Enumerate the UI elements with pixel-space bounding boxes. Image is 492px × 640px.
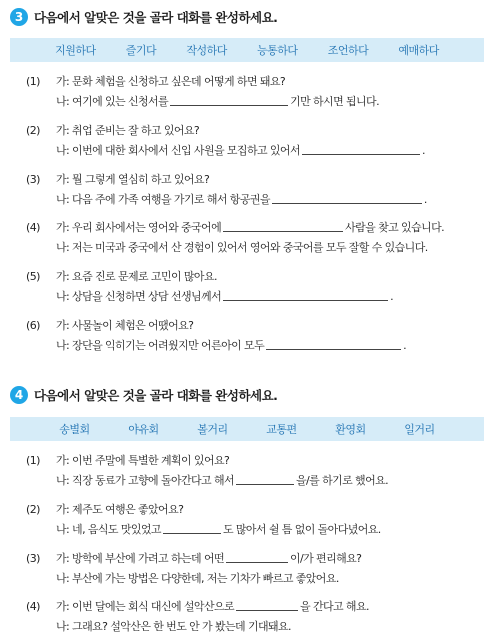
question-number: (6) — [26, 319, 40, 332]
dialogue-text: 기만 하시면 됩니다. — [290, 95, 379, 108]
question-4-3 — [26, 549, 486, 589]
answer-blank[interactable] — [170, 92, 288, 106]
dialogue-text: . — [421, 144, 425, 157]
question-3-2 — [26, 121, 486, 161]
question-number: (3) — [26, 552, 40, 565]
answer-blank[interactable] — [266, 336, 401, 350]
dialogue-text: 도 많아서 쉴 틈 없이 돌아다녔어요. — [222, 523, 381, 536]
dialogue-text: 을 간다고 해요. — [300, 600, 369, 613]
question-number: (4) — [26, 221, 40, 234]
question-3-5 — [26, 267, 486, 307]
question-3-3 — [26, 170, 486, 210]
speaker-b: 나: — [56, 339, 70, 352]
dialogue-text: 사물놀이 체험은 어땠어요? — [72, 319, 194, 332]
question-3-6 — [26, 316, 486, 356]
speaker-a: 가: — [56, 552, 70, 565]
question-number: (1) — [26, 75, 40, 88]
dialogue-text: 직장 동료가 고향에 돌아간다고 해서 — [72, 474, 235, 487]
answer-blank[interactable] — [226, 549, 288, 563]
section-3-header — [10, 8, 277, 26]
question-4-4 — [26, 597, 486, 637]
speaker-b: 나: — [56, 290, 70, 303]
speaker-a: 가: — [56, 124, 70, 137]
speaker-b: 나: — [56, 523, 70, 536]
answer-blank[interactable] — [236, 471, 294, 485]
dialogue-text: 제주도 여행은 좋았어요? — [72, 503, 184, 516]
answer-blank[interactable] — [272, 190, 422, 204]
question-number: (3) — [26, 173, 40, 186]
speaker-a: 가: — [56, 75, 70, 88]
word-option: 환영회 — [335, 423, 366, 436]
question-4-2 — [26, 500, 486, 540]
speaker-b: 나: — [56, 572, 70, 585]
question-number: (4) — [26, 600, 40, 613]
dialogue-text: 취업 준비는 잘 하고 있어요? — [72, 124, 200, 137]
answer-blank[interactable] — [302, 141, 420, 155]
dialogue-text: 이번 달에는 회식 대신에 설악산으로 — [72, 600, 235, 613]
dialogue-text: 우리 회사에서는 영어와 중국어에 — [72, 221, 222, 234]
word-option: 송별회 — [59, 423, 90, 436]
word-option: 교통편 — [266, 423, 297, 436]
section-3-title: 다음에서 알맞은 것을 골라 대화를 완성하세요. — [34, 10, 278, 25]
dialogue-text: 방학에 부산에 가려고 하는데 어떤 — [72, 552, 224, 565]
dialogue-text: 저는 미국과 중국에서 산 경험이 있어서 영어와 중국어를 모두 잘할 수 있습니다. — [72, 241, 428, 254]
dialogue-text: 그래요? 설악산은 한 번도 안 가 봤는데 기대돼요. — [72, 620, 291, 633]
dialogue-text: 다음 주에 가족 여행을 가기로 해서 항공권을 — [72, 193, 270, 206]
section-3-number-badge: 3 — [10, 8, 28, 26]
dialogue-text: 사람을 찾고 있습니다. — [345, 221, 445, 234]
dialogue-text: 문화 체험을 신청하고 싶은데 어떻게 하면 돼요? — [72, 75, 286, 88]
word-option: 지원하다 — [55, 44, 96, 57]
dialogue-text: 여기에 있는 신청서를 — [72, 95, 169, 108]
word-option: 즐기다 — [125, 44, 157, 57]
dialogue-text: . — [390, 290, 394, 303]
answer-blank[interactable] — [223, 287, 388, 301]
speaker-a: 가: — [56, 600, 70, 613]
speaker-b: 나: — [56, 474, 70, 487]
question-4-1 — [26, 451, 486, 491]
word-option: 능통하다 — [257, 44, 298, 57]
answer-blank[interactable] — [163, 520, 221, 534]
dialogue-text: . — [423, 193, 427, 206]
word-option: 야유회 — [128, 423, 159, 436]
answer-blank[interactable] — [236, 597, 298, 611]
question-number: (2) — [26, 124, 40, 137]
section-4-word-box — [10, 417, 484, 441]
dialogue-text: 이/가 편리해요? — [290, 552, 362, 565]
question-3-4 — [26, 218, 486, 258]
speaker-a: 가: — [56, 270, 70, 283]
word-option: 조언하다 — [327, 44, 369, 57]
dialogue-text: . — [403, 339, 407, 352]
section-3-word-box — [10, 38, 484, 62]
speaker-b: 나: — [56, 620, 70, 633]
question-3-1 — [26, 72, 486, 112]
speaker-a: 가: — [56, 503, 70, 516]
dialogue-text: 네, 음식도 맛있었고 — [72, 523, 161, 536]
section-4-title: 다음에서 알맞은 것을 골라 대화를 완성하세요. — [34, 388, 278, 403]
word-option: 작성하다 — [186, 44, 227, 57]
dialogue-text: 이번에 대한 회사에서 신입 사원을 모집하고 있어서 — [72, 144, 300, 157]
question-number: (5) — [26, 270, 40, 283]
speaker-b: 나: — [56, 193, 70, 206]
speaker-a: 가: — [56, 319, 70, 332]
answer-blank[interactable] — [223, 218, 343, 232]
word-option: 볼거리 — [197, 423, 228, 436]
dialogue-text: 을/를 하기로 했어요. — [296, 474, 389, 487]
word-option: 일거리 — [404, 423, 435, 436]
speaker-a: 가: — [56, 454, 70, 467]
dialogue-text: 상담을 신청하면 상담 선생님께서 — [72, 290, 222, 303]
speaker-b: 나: — [56, 95, 70, 108]
word-option: 예매하다 — [398, 44, 439, 57]
speaker-a: 가: — [56, 173, 70, 186]
dialogue-text: 부산에 가는 방법은 다양한데, 저는 기차가 빠르고 좋았어요. — [72, 572, 339, 585]
dialogue-text: 장단을 익히기는 어려웠지만 어른아이 모두 — [72, 339, 265, 352]
section-4-header — [10, 386, 277, 404]
dialogue-text: 요즘 진로 문제로 고민이 많아요. — [72, 270, 217, 283]
speaker-b: 나: — [56, 241, 70, 254]
speaker-a: 가: — [56, 221, 70, 234]
dialogue-text: 뭘 그렇게 열심히 하고 있어요? — [72, 173, 210, 186]
speaker-b: 나: — [56, 144, 70, 157]
section-4-number-badge: 4 — [10, 386, 28, 404]
question-number: (2) — [26, 503, 40, 516]
dialogue-text: 이번 주말에 특별한 계획이 있어요? — [72, 454, 230, 467]
question-number: (1) — [26, 454, 40, 467]
